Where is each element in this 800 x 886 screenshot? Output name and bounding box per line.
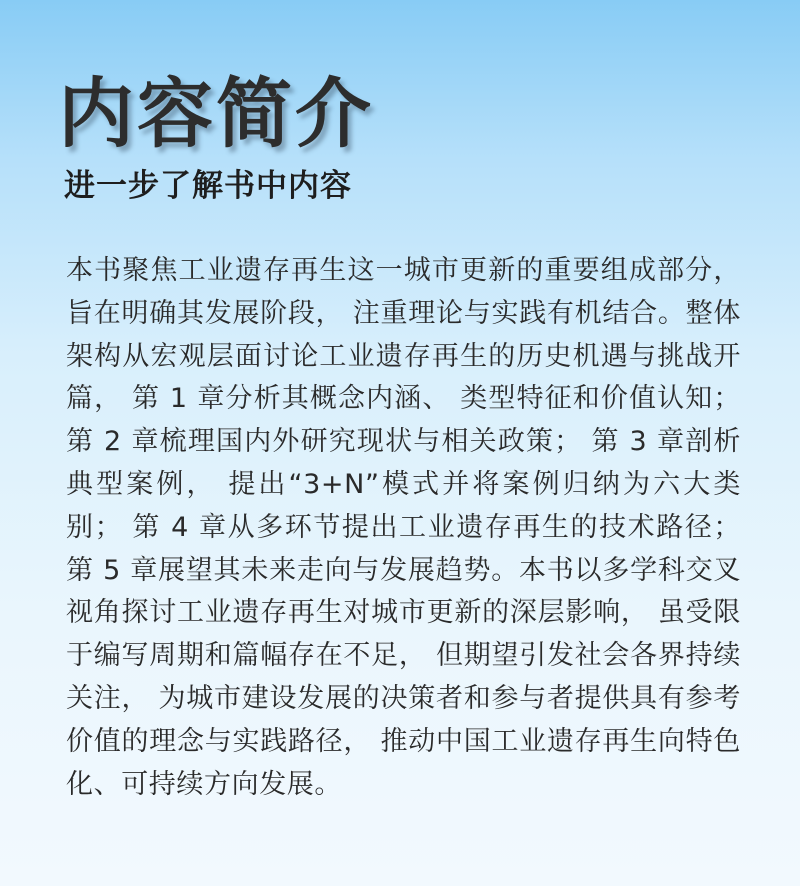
section-subtitle: 进一步了解书中内容 [64, 168, 352, 204]
section-title: 内容简介 [58, 69, 374, 158]
book-introduction-text: 本书聚焦工业遗存再生这一城市更新的重要组成部分， 旨在明确其发展阶段， 注重理论与实践有机结合。整体架构从宏观层面讨论工业遗存再生的历史机遇与挑战开篇， 第 1 章分析其概念内涵、 类型特征和价值认知； 第 2 章梳理国内外研究现状与相关政策； 第 3 章剖析典型案例， 提出“3+N”模式并将案例归纳为六大类别； 第 4 章从多环节提出工业遗存再生的技术路径； 第 5 章展望其未来走向与发展趋势。本书以多学科交叉视角探讨工业遗存再生对城市更新的深层影响， 虽受限于编写周期和篇幅存在不足， 但期望引发社会各界持续关注， 为城市建设发展的决策者和参与者提供具有参考价值的理念与实践路径， 推动中国工业遗存再生向特色化、可持续方向发展。 [66, 255, 741, 800]
